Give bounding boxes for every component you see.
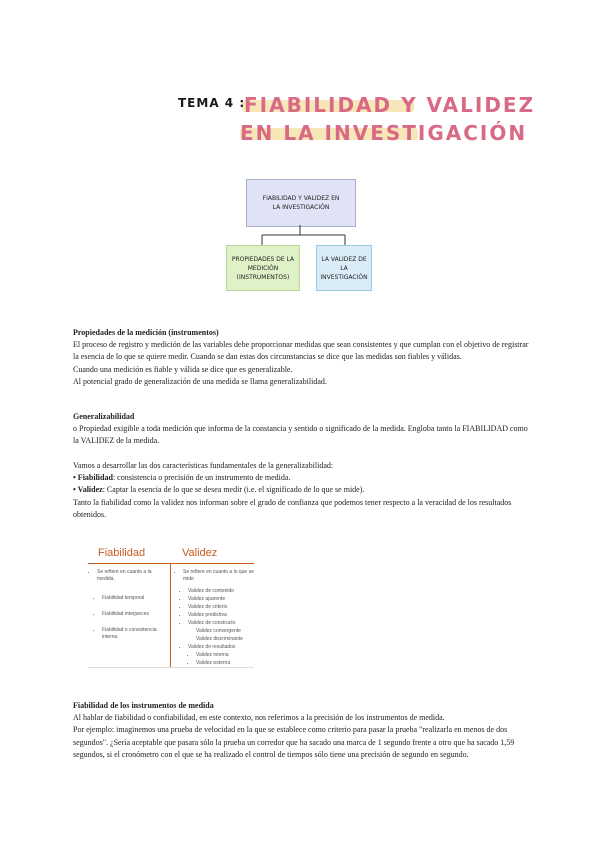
page-title-line-2: EN LA INVESTIGACIÓN	[240, 121, 528, 145]
bullet-fiabilidad-label: • Fiabilidad	[73, 473, 113, 483]
table-right-subitem: Validez discriminante	[196, 636, 243, 642]
table-right-item: • Validez de constructo	[188, 620, 254, 627]
table-right-lead: • Se refiere en cuanto a lo que se mide	[183, 569, 254, 583]
table-left-item: • Fiabilidad o consistencia interna	[102, 627, 168, 641]
section-propiedades	[73, 327, 533, 388]
diagram-right-box	[316, 245, 372, 291]
bullet-validez-text: : Captar la esencia de lo que se desea medir (i.e. el significado de lo que se mide).	[102, 485, 365, 495]
table-right-subitem: • Validez interna	[196, 652, 254, 659]
table-right-item: • Validez predictiva	[188, 612, 254, 619]
table-right-item: • Validez de criterio	[188, 604, 254, 611]
table-title-validez: Validez	[182, 547, 218, 559]
diagram-root-label: FIABILIDAD Y VALIDEZ EN LA INVESTIGACIÓN	[262, 195, 340, 211]
section-generalizabilidad-p1: o Propiedad exigible a toda medición que informa de la constancia y sentido o significado de la medida. Engloba tanto la FIABILIDAD como la VALIDEZ de la medida.	[73, 424, 528, 446]
section-caracteristicas	[73, 460, 533, 521]
section-fiabilidad-p1: Al hablar de fiabilidad o confiabilidad, en este contexto, nos referimos a la precisión de los instrumentos de medida.	[73, 713, 445, 723]
section-propiedades-heading: Propiedades de la medición (instrumentos)	[73, 328, 219, 337]
section-generalizabilidad-heading: Generalizabilidad	[73, 412, 135, 421]
diagram-connector	[226, 225, 376, 247]
comparison-table	[84, 543, 256, 671]
table-right-subitem: Validez convergente	[196, 628, 241, 634]
bullet-validez-label: • Validez	[73, 485, 103, 495]
table-right-column	[174, 569, 254, 668]
tema-label: TEMA 4 :	[178, 96, 246, 110]
section-generalizabilidad	[73, 411, 533, 448]
table-right-item: • Validez de contenido	[188, 588, 254, 595]
section-fiabilidad-p2: Por ejemplo: imaginemos una prueba de velocidad en la que se establece como criterio para pasar la prueba "realizarla en menos de dos segundos". ¿Sería aceptable que pasara sólo la prueba un corredor que ha sacado una marca de 1 segundo frente a otro que ha sacado 1,59 segundos, si el cronómetro con el que se ha realizado el control de tiempos sólo tiene una precisión de segundo en segundo.	[73, 725, 515, 759]
table-right-item: • Validez aparente	[188, 596, 254, 603]
diagram-left-label: PROPIEDADES DE LA MEDICIÓN (INSTRUMENTOS)	[231, 255, 295, 281]
table-right-item: • Validez de resultados	[188, 644, 254, 651]
table-column-divider	[170, 563, 171, 667]
section-fiabilidad-heading: Fiabilidad de los instrumentos de medida	[73, 701, 214, 710]
section-propiedades-p2: Cuando una medición es fiable y válida se dice que es generalizable.	[73, 364, 293, 374]
section-caracteristicas-p2: Tanto la fiabilidad como la validez nos informan sobre el grado de confianza que podemos tener respecto a la veracidad de los resultados obtenidos.	[73, 497, 512, 519]
table-title-fiabilidad: Fiabilidad	[98, 547, 146, 559]
section-caracteristicas-intro: Vamos a desarrollar las dos características fundamentales de la generalizabilidad:	[73, 461, 334, 470]
diagram-right-label: LA VALIDEZ DE LA INVESTIGACIÓN	[320, 255, 368, 281]
diagram-left-box	[226, 245, 300, 291]
diagram-root-box	[246, 179, 356, 227]
bullet-fiabilidad-text: : consistencia o precisión de un instrumento de medida.	[112, 473, 291, 483]
table-right-subitem: • Validez externa	[196, 660, 254, 667]
table-left-column	[88, 569, 168, 646]
table-header-rule	[88, 563, 254, 564]
bullet-validez	[73, 484, 533, 496]
section-propiedades-p3: Al potencial grado de generalización de una medida se llama generalizabilidad.	[73, 376, 327, 386]
table-left-item: • Fiabilidad interjueces	[102, 611, 168, 618]
page-title-line-1: FIABILIDAD Y VALIDEZ	[244, 93, 536, 117]
bullet-fiabilidad	[73, 472, 533, 484]
section-fiabilidad-instrumentos	[73, 700, 533, 761]
table-left-item: • Se refiere en cuanto a la medida.	[97, 569, 168, 583]
section-propiedades-p1: El proceso de registro y medición de las variables debe proporcionar medidas que sean consistentes y que cumplan con el objetivo de registrar la esencia de lo que se quiere medir. Cuando se dan estas dos circunstancias se dice que las medidas son fiables y válidas.	[73, 340, 529, 362]
table-left-item: • Fiabilidad temporal	[102, 595, 168, 602]
